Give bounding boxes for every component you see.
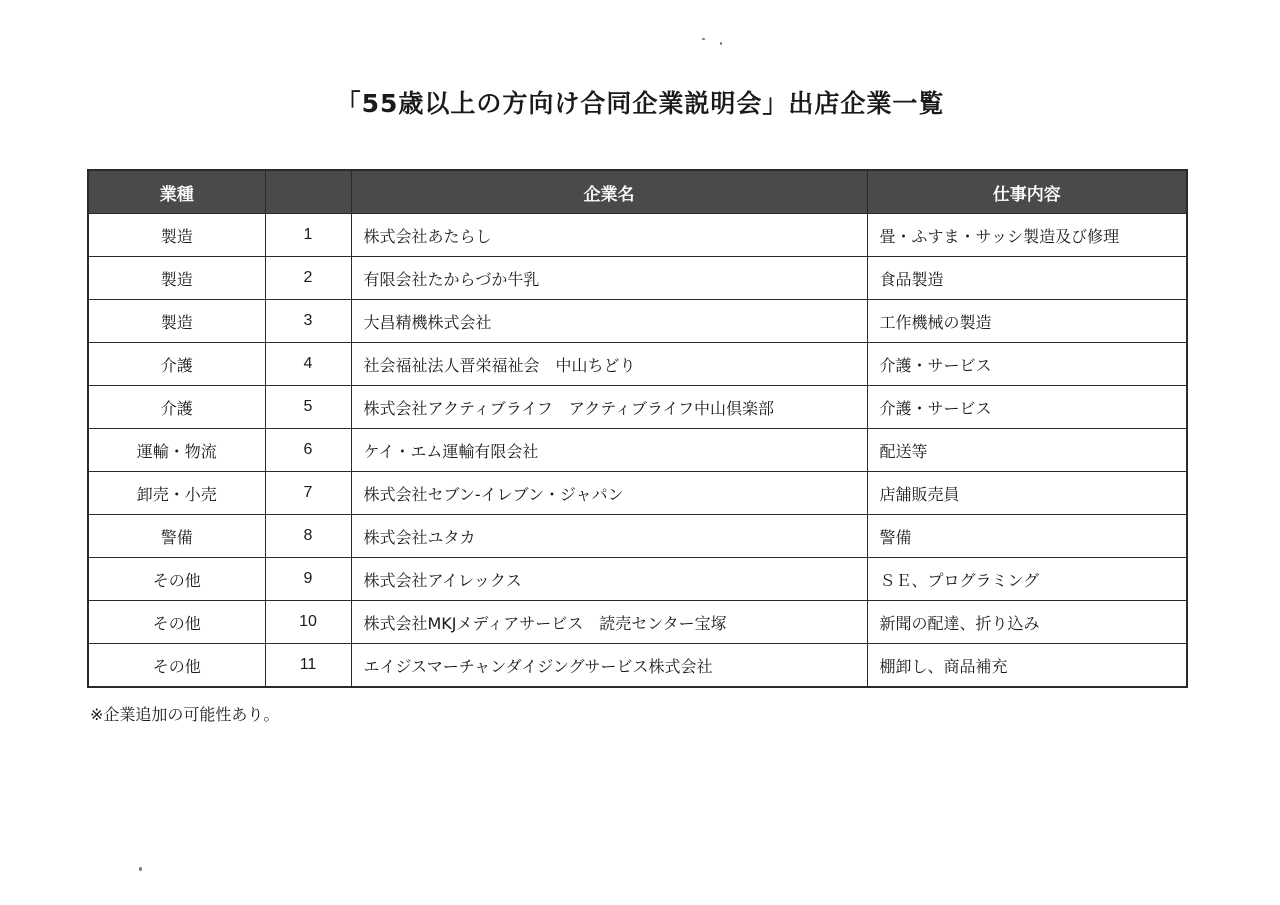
table-header-row	[88, 170, 1187, 214]
work-cell: 工作機械の製造	[867, 300, 1187, 343]
header-number	[265, 170, 351, 214]
company-cell: 株式会社MKJメディアサービス 読売センター宝塚	[351, 601, 867, 644]
header-company: 企業名	[351, 170, 867, 214]
industry-cell: 運輸・物流	[88, 429, 265, 472]
company-cell: 株式会社ユタカ	[351, 515, 867, 558]
work-cell: 新聞の配達、折り込み	[867, 601, 1187, 644]
scan-speck	[702, 38, 705, 40]
industry-cell: その他	[88, 601, 265, 644]
work-cell: ＳＥ、プログラミング	[867, 558, 1187, 601]
page-title: 「55歳以上の方向け合同企業説明会」出店企業一覧	[335, 89, 945, 118]
number-cell: 4	[265, 343, 351, 386]
industry-cell: 製造	[88, 257, 265, 300]
table-row	[88, 472, 1187, 515]
table-row	[88, 214, 1187, 257]
scan-speck	[139, 867, 142, 871]
table-row	[88, 257, 1187, 300]
scan-speck	[720, 42, 722, 45]
company-cell: 大昌精機株式会社	[351, 300, 867, 343]
number-cell: 6	[265, 429, 351, 472]
industry-cell: 卸売・小売	[88, 472, 265, 515]
company-cell: 有限会社たからづか牛乳	[351, 257, 867, 300]
work-cell: 食品製造	[867, 257, 1187, 300]
number-cell: 9	[265, 558, 351, 601]
number-cell: 5	[265, 386, 351, 429]
header-industry: 業種	[88, 170, 265, 214]
industry-cell: 介護	[88, 386, 265, 429]
work-cell: 畳・ふすま・サッシ製造及び修理	[867, 214, 1187, 257]
company-cell: 社会福祉法人晋栄福祉会 中山ちどり	[351, 343, 867, 386]
table-row	[88, 644, 1187, 688]
table-row	[88, 429, 1187, 472]
table-row	[88, 601, 1187, 644]
table-row	[88, 515, 1187, 558]
company-cell: ケイ・エム運輸有限会社	[351, 429, 867, 472]
number-cell: 8	[265, 515, 351, 558]
company-list-table	[87, 169, 1188, 688]
company-cell: 株式会社アイレックス	[351, 558, 867, 601]
work-cell: 警備	[867, 515, 1187, 558]
company-cell: 株式会社あたらし	[351, 214, 867, 257]
number-cell: 10	[265, 601, 351, 644]
work-cell: 介護・サービス	[867, 343, 1187, 386]
header-work: 仕事内容	[867, 170, 1187, 214]
footnote: ※企業追加の可能性あり。	[90, 705, 280, 724]
company-cell: 株式会社セブン‐イレブン・ジャパン	[351, 472, 867, 515]
table-row	[88, 300, 1187, 343]
work-cell: 店舗販売員	[867, 472, 1187, 515]
number-cell: 3	[265, 300, 351, 343]
industry-cell: 警備	[88, 515, 265, 558]
work-cell: 介護・サービス	[867, 386, 1187, 429]
industry-cell: 製造	[88, 300, 265, 343]
table-row	[88, 386, 1187, 429]
number-cell: 11	[265, 644, 351, 688]
number-cell: 1	[265, 214, 351, 257]
industry-cell: 介護	[88, 343, 265, 386]
company-cell: 株式会社アクティブライフ アクティブライフ中山倶楽部	[351, 386, 867, 429]
industry-cell: その他	[88, 644, 265, 688]
number-cell: 2	[265, 257, 351, 300]
work-cell: 棚卸し、商品補充	[867, 644, 1187, 688]
table-row	[88, 343, 1187, 386]
number-cell: 7	[265, 472, 351, 515]
table-row	[88, 558, 1187, 601]
industry-cell: 製造	[88, 214, 265, 257]
work-cell: 配送等	[867, 429, 1187, 472]
company-cell: エイジスマーチャンダイジングサービス株式会社	[351, 644, 867, 688]
industry-cell: その他	[88, 558, 265, 601]
